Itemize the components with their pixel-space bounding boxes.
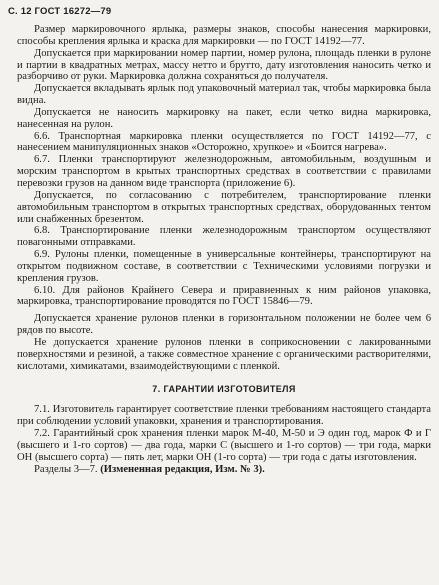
running-header: С. 12 ГОСТ 16272—79 [8,6,112,17]
paragraph-6-9: 6.9. Рулоны пленки, помещенные в универсальные контейнеры, транспортируют на открытом подвижном составе, в соответствии с Техническими условиями погрузки и крепления грузов. [17,249,431,284]
paragraph-6-8: 6.8. Транспортирование пленки железнодорожным транспортом осуществляют повагонными отправками. [17,225,431,249]
closing-note [17,464,431,476]
paragraph-6-10: 6.10. Для районов Крайнего Севера и приравненных к ним районов упаковка, маркировка, транспортирование проводятся по ГОСТ 15846—79. [17,284,431,308]
paragraph: Допускается, по согласованию с потребителем, транспортирование пленки автомобильным транспортом в открытых транспортных средствах, оборудованных тентом или снабженных брезентом. [17,189,431,225]
paragraph-6-7: 6.7. Пленки транспортируют железнодорожным, автомобильным, воздушным и морским транспортом в крытых транспортных средствах в соответствии с правилами перевозки грузов на данном виде транспорта (приложение 6). [17,154,431,189]
closing-note-lead: Разделы 3—7. [34,463,98,475]
amendment-note: (Измененная редакция, Изм. № 3). [100,463,265,475]
paragraph-6-6: 6.6. Транспортная маркировка пленки осуществляется по ГОСТ 14192—77, с нанесением манипуляционных знаков «Осторожно, хрупкое» и «Боится нагрева». [17,130,431,154]
paragraph: Допускается при маркировании номер партии, номер рулона, площадь пленки в рулоне и партии в квадратных метрах, массу нетто и брутто, дату изготовления наносить четко и разборчиво от руки. Маркировка должна сохраняться до получателя. [17,47,431,83]
document-body [17,24,431,475]
paragraph-7-1: 7.1. Изготовитель гарантирует соответствие пленки требованиям настоящего стандарта при соблюдении условий упаковки, хранения и транспортирования. [17,404,431,428]
section-heading: 7. ГАРАНТИИ ИЗГОТОВИТЕЛЯ [152,384,296,395]
storage-paragraph: Допускается хранение рулонов пленки в горизонтальном положении не более чем 6 рядов по высоте. [17,313,431,337]
storage-paragraph: Не допускается хранение рулонов пленки в соприкосновении с лакированными поверхностями и резиной, а также совместное хранение с органическими растворителями, кислотами, химикатами, взаимодействующими с пленкой. [17,336,431,372]
paragraph-7-2: 7.2. Гарантийный срок хранения пленки марок М-40, М-50 и Э один год, марок Ф и Г (высшего и 1-го сортов) — два года, марки С (высшего и 1-го сортов) — три года, марки ОН (высшего сорта) — пять лет, марки ОН (1-го сорта) — три года с даты изготовления. [17,428,431,463]
paragraph: Допускается вкладывать ярлык под упаковочный материал так, чтобы маркировка была видна. [17,83,431,107]
paragraph: Допускается не наносить маркировку на пакет, если четко видна маркировка, нанесенная на рулон. [17,106,431,130]
paragraph: Размер маркировочного ярлыка, размеры знаков, способы нанесения маркировки, способы крепления ярлыка и краска для маркировки — по ГОСТ 14192—77. [17,24,431,47]
